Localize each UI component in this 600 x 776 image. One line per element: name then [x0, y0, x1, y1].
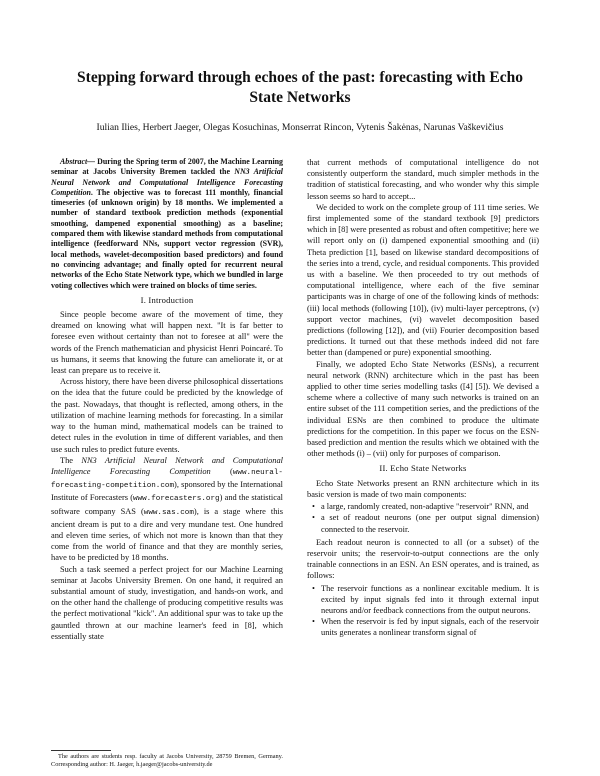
intro-paragraph-2: Across history, there have been diverse philosophical dissertations on the idea that the future could be predicted by the knowledge of the past. Nowadays, that thought is reflected, among others, in the utilization of machine learning methods for forecasting. In a similar way to the human mind, mathematical models can be trained to detect rules in the evolution in time of different variables, and then use such rules to predict future events. — [51, 377, 283, 454]
list-item: • a large, randomly created, non-adaptive "reservoir" RNN, and — [321, 501, 539, 512]
list-item: • The reservoir functions as a nonlinear excitable medium. It is excited by input signals fed into it through external input neurons and/or feedback connections from the output neurons. — [321, 583, 539, 617]
paper-title: Stepping forward through echoes of the past: forecasting with Echo State Networks — [77, 69, 523, 106]
abstract-lead: Abstract— — [60, 157, 96, 166]
author-list: Iulian Ilies, Herbert Jaeger, Olegas Kosuchinas, Monserrat Rincon, Vytenis Šakėnas, Narunas Vaškevičius — [96, 122, 504, 133]
url-sas[interactable]: www.sas.com — [143, 508, 194, 517]
esn-paragraph-1: Echo State Networks present an RNN architecture which in its basic version is made of two main components: — [307, 478, 539, 499]
abstract — [51, 157, 283, 291]
esn-paragraph-2: Each readout neuron is connected to all (or a subset) of the reservoir units; the reservoir-to-output connections are the only trainable connections in an ESN. An ESN operates, and is trained, as follows: — [307, 537, 539, 581]
esn-operation-list — [307, 583, 539, 639]
section-heading-introduction: I. Introduction — [140, 294, 194, 305]
intro-paragraph-6: We decided to work on the complete group of 111 time series. We first implemented some of the standard textbook [9] predictors which in [8] were presented as robust and often competitive; here we will report only on (i) dampened exponential smoothing and (ii) Theta prediction [1], based on likewise standard decompositions of the series into a trend, cycle, and residual components. This provided us with a baseline. We then proceeded to try out methods of computational intelligence, where each of the five seminar participants was in charge of one of the following kinds of methods: (iii) local methods (following [10]), (iv) multi-layer perceptrons, (v) support vector machines, (vi) wavelet decomposition based predictions (following [12]), and (vii) Fourier decomposition based predictions. It turned out that these methods indeed did not fare better than (dampened or pure) exponential smoothing. — [307, 202, 539, 358]
footnote-rule — [51, 750, 111, 751]
list-item: • a set of readout neurons (one per output signal dimension) connected to the reservoir. — [321, 512, 539, 534]
intro-paragraph-4: Such a task seemed a perfect project for our Machine Learning seminar at Jacobs University Bremen. On one hand, it required an substantial amount of study, investigation, and hands-on work, and on the other hand the challenge of producing competitive results was the perfect motivational "kick". An additional spur was to take up the gauntled thrown at our machine learner's feed in [8], which essentially state — [51, 564, 283, 641]
intro-p3-mid1: ), sponsored by the International Institute of Forecasters ( — [51, 480, 283, 503]
esn-components-list — [307, 501, 539, 535]
url-competition[interactable]: www.neural-forecasting-competition.com — [51, 468, 283, 491]
intro-paragraph-1: Since people become aware of the movement of time, they dreamed on knowing what will happen next. "It is far better to foresee even without certainty than not to foresee at all" were the words of the French mathematician and physicist Henri Poincaré. To us humans, it seems that knowing the future can ameliorate it, or at least can prepare us to receive it. — [51, 310, 283, 376]
right-column — [307, 157, 539, 641]
intro-paragraph-3 — [51, 455, 283, 564]
abstract-competition-name: NN3 Artificial Neural Network and Computational Intelligence Forecasting Competition — [51, 167, 283, 197]
intro-p3-pre: The — [60, 455, 82, 465]
intro-paragraph-7: Finally, we adopted Echo State Networks (ESNs), a recurrent neural network (RNN) architecture which in the past has been applied to other time series modelling tasks ([4] [5]). We devised a scheme where a collective of many such networks is trained on an entire subset of the 111 competition series, and the predictions of the individual ESNs are then combined to produce the ultimate predictions for the competition. In this paper we focus on the ESN-based prediction and mention the results which we obtained with the other methods (i) – (vii) only for purposes of comparison. — [307, 359, 539, 459]
section-heading-esn: II. Echo State Networks — [379, 463, 467, 474]
footnote: The authors are students resp. faculty at Jacobs University, 28759 Bremen, Germany. Corresponding author: H. Jaeger, h.jaeger@jacobs-university.de — [51, 753, 283, 768]
abstract-text-2: . The objective was to forecast 111 monthly, financial timeseries (of unknown origin) by 18 months. We implemented a number of standard textbook prediction methods (exponential smoothing, dampened exponential smoothing) as a baseline; compared them with likewise standard methods from computational intelligence (feedforward NNs, support vector regression (SVR), local methods, wavelet-decomposition based predictors) and found no convincing advantage; and finally opted for recurrent neural networks of the Echo State Network type, which we bundled in large voting collectives which were trained on blocks of time series. — [51, 187, 283, 290]
left-column — [51, 157, 283, 642]
intro-p3-post: ), is a stage where this ancient dream is put to a dire and very mundane test. One hundred and eleven time series, of which not more is known than that they come from the world of finance and that they are monthly series, have to be predicted by 18 months. — [51, 506, 283, 563]
list-item: • When the reservoir is fed by input signals, each of the reservoir units generates a nonlinear transform signal of — [321, 616, 539, 638]
abstract-text-1: During the Spring term of 2007, the Machine Learning seminar at Jacobs University Bremen tackled the — [51, 157, 283, 177]
url-forecasters[interactable]: www.forecasters.org — [133, 495, 220, 504]
intro-p3-mid2: ) and the statistical software company SAS ( — [51, 493, 283, 516]
intro-p3-open: ( — [210, 466, 233, 476]
intro-p3-competition: NN3 Artificial Neural Network and Computational Intelligence Forecasting Competition — [51, 455, 283, 476]
intro-paragraph-5: that current methods of computational intelligence do not consistently outperform the standard, much simpler methods in the tradition of statistical forecasting, and who wonder why this simple lesson seems so hard to accept... — [307, 158, 539, 201]
